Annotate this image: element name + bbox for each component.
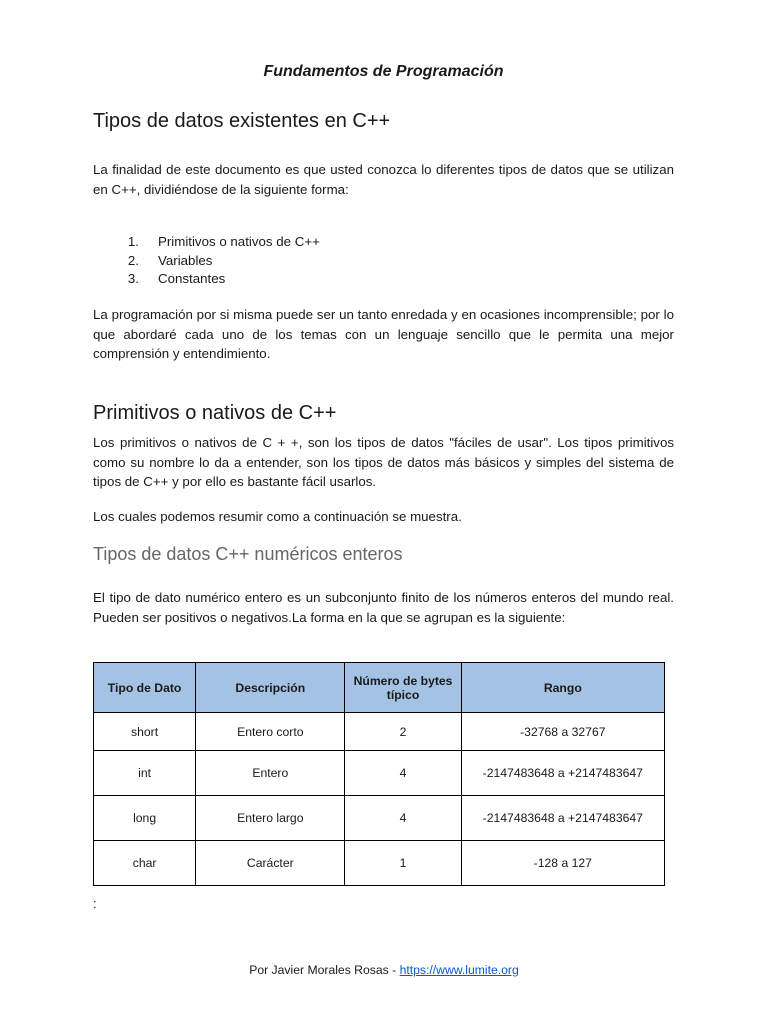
intro-paragraph: La finalidad de este documento es que usted conozca lo diferentes tipos de datos que se utilizan en C++, dividiéndose de la siguiente forma: <box>93 162 674 197</box>
heading-tipos-de-datos: Tipos de datos existentes en C++ <box>93 110 391 132</box>
table-cell: Entero largo <box>196 796 345 841</box>
list-item <box>93 270 320 289</box>
document-title: Fundamentos de Programación <box>263 63 504 80</box>
list-number: 3. <box>127 271 139 286</box>
list-item <box>93 252 320 271</box>
table-row <box>94 713 665 751</box>
list-text: Constantes <box>158 271 226 286</box>
table-cell: 2 <box>345 713 461 751</box>
table-header: Número de bytes típico <box>345 663 461 713</box>
footer-author: Por Javier Morales Rosas - <box>249 963 400 977</box>
table-cell: -2147483648 a +2147483647 <box>461 751 664 796</box>
table-cell: 4 <box>345 796 461 841</box>
table-row <box>94 841 665 886</box>
table-cell: -2147483648 a +2147483647 <box>461 796 664 841</box>
table-header: Rango <box>461 663 664 713</box>
list-item <box>93 233 320 252</box>
table-header: Descripción <box>196 663 345 713</box>
footer-link[interactable]: https://www.lumite.org <box>399 963 519 977</box>
table-row <box>94 796 665 841</box>
table-cell: int <box>94 751 196 796</box>
table-cell: -32768 a 32767 <box>461 713 664 751</box>
table-row <box>94 751 665 796</box>
table-cell: Entero <box>196 751 345 796</box>
list-number: 1. <box>127 234 139 249</box>
list-text: Primitivos o nativos de C++ <box>158 234 320 249</box>
table-header-row <box>94 663 665 713</box>
table-cell: 4 <box>345 751 461 796</box>
table-header: Tipo de Dato <box>94 663 196 713</box>
integer-types-table <box>93 662 665 886</box>
list-text: Variables <box>158 252 213 268</box>
summary-paragraph: Los cuales podemos resumir como a continuación se muestra. <box>93 509 462 524</box>
primitivos-paragraph: Los primitivos o nativos de C + +, son los tipos de datos "fáciles de usar". Los tipos primitivos como su nombre lo da a entender, son los tipos de datos más básicos y simples del sistema de tipos de C++ y por ello es bastante fácil usarlos. <box>93 435 674 489</box>
types-list <box>93 233 320 289</box>
trailing-colon: : <box>93 896 97 911</box>
programming-paragraph: La programación por si misma puede ser un tanto enredada y en ocasiones incomprensible; por lo que abordaré cada uno de los temas con un lenguaje sencillo que le permita una mejor comprensión y entendimiento. <box>93 307 674 361</box>
heading-primitivos: Primitivos o nativos de C++ <box>93 402 337 424</box>
table-cell: short <box>94 713 196 751</box>
enteros-paragraph: El tipo de dato numérico entero es un subconjunto finito de los números enteros del mundo real. Pueden ser positivos o negativos.La forma en la que se agrupan es la siguiente: <box>93 590 674 625</box>
list-number: 2. <box>127 252 139 268</box>
heading-numericos-enteros: Tipos de datos C++ numéricos enteros <box>93 544 403 564</box>
table-cell: char <box>94 841 196 886</box>
table-cell: -128 a 127 <box>461 841 664 886</box>
page-footer <box>0 963 768 977</box>
table-cell: Carácter <box>196 841 345 886</box>
table-cell: Entero corto <box>196 713 345 751</box>
table-cell: 1 <box>345 841 461 886</box>
table-cell: long <box>94 796 196 841</box>
